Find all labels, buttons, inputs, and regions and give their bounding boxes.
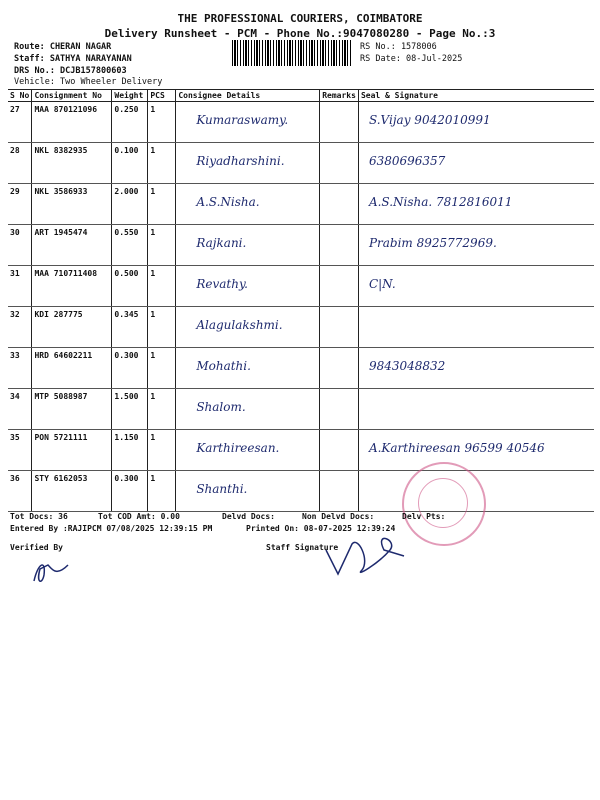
row-remarks — [320, 471, 359, 512]
row-remarks — [320, 266, 359, 307]
row-weight: 0.550 — [112, 225, 148, 266]
row-weight: 0.300 — [112, 471, 148, 512]
table-row — [8, 225, 594, 266]
row-sno: 27 — [8, 102, 32, 143]
row-pcs: 1 — [148, 143, 176, 184]
row-sno: 32 — [8, 307, 32, 348]
table-row — [8, 348, 594, 389]
row-seal-signature: 9843048832 — [358, 348, 594, 389]
row-sno: 35 — [8, 430, 32, 471]
row-sno: 33 — [8, 348, 32, 389]
table-row — [8, 143, 594, 184]
row-seal-signature — [358, 389, 594, 430]
vehicle: Vehicle: Two Wheeler Delivery — [14, 77, 163, 87]
row-seal-signature: 6380696357 — [358, 143, 594, 184]
col-consignment: Consignment No — [32, 90, 112, 102]
row-consignee: Kumaraswamy. — [176, 102, 320, 143]
table-row — [8, 471, 594, 512]
row-sno: 30 — [8, 225, 32, 266]
rs-number: RS No.: 1578006 — [360, 42, 437, 52]
row-pcs: 1 — [148, 307, 176, 348]
row-weight: 0.250 — [112, 102, 148, 143]
row-consignee: Alagulakshmi. — [176, 307, 320, 348]
row-sno: 31 — [8, 266, 32, 307]
table-row — [8, 102, 594, 143]
row-consignment-no: STY 6162053 — [32, 471, 112, 512]
delivery-points: Delv Pts: — [402, 512, 446, 521]
col-sno: S No — [8, 90, 32, 102]
rs-date: RS Date: 08-Jul-2025 — [360, 54, 463, 64]
row-seal-signature: Prabim 8925772969. — [358, 225, 594, 266]
row-weight: 2.000 — [112, 184, 148, 225]
row-pcs: 1 — [148, 389, 176, 430]
row-seal-signature: A.S.Nisha. 7812816011 — [358, 184, 594, 225]
row-consignment-no: PON 5721111 — [32, 430, 112, 471]
row-consignee: Karthireesan. — [176, 430, 320, 471]
runsheet-title: Delivery Runsheet - PCM - Phone No.:9047080280 - Page No.:3 — [104, 27, 496, 40]
row-remarks — [320, 307, 359, 348]
total-cod: Tot COD Amt: 0.00 — [98, 512, 180, 521]
col-consignee: Consignee Details — [176, 90, 320, 102]
seal-stamp — [402, 462, 486, 546]
row-pcs: 1 — [148, 225, 176, 266]
row-pcs: 1 — [148, 348, 176, 389]
row-consignee: Riyadharshini. — [176, 143, 320, 184]
row-consignment-no: KDI 287775 — [32, 307, 112, 348]
total-docs: Tot Docs: 36 — [10, 512, 68, 521]
table-row — [8, 266, 594, 307]
staff-signature-label: Staff Signature — [266, 543, 339, 552]
verifier-signature — [28, 555, 78, 589]
col-weight: Weight — [112, 90, 148, 102]
row-seal-signature: S.Vijay 9042010991 — [358, 102, 594, 143]
table-row — [8, 430, 594, 471]
row-consignment-no: NKL 3586933 — [32, 184, 112, 225]
row-pcs: 1 — [148, 102, 176, 143]
row-pcs: 1 — [148, 266, 176, 307]
table-row — [8, 389, 594, 430]
row-weight: 0.300 — [112, 348, 148, 389]
row-pcs: 1 — [148, 471, 176, 512]
non-delivered-docs: Non Delvd Docs: — [302, 512, 375, 521]
col-seal: Seal & Signature — [358, 90, 594, 102]
row-consignment-no: MTP 5088987 — [32, 389, 112, 430]
verified-by-label: Verified By — [10, 543, 63, 552]
table-row — [8, 184, 594, 225]
row-remarks — [320, 225, 359, 266]
staff-signature — [318, 520, 408, 580]
table-row — [8, 307, 594, 348]
row-remarks — [320, 430, 359, 471]
staff: Staff: SATHYA NARAYANAN — [14, 54, 132, 64]
row-consignment-no: ART 1945474 — [32, 225, 112, 266]
row-consignment-no: NKL 8382935 — [32, 143, 112, 184]
row-remarks — [320, 143, 359, 184]
row-consignee: Shalom. — [176, 389, 320, 430]
col-remarks: Remarks — [320, 90, 359, 102]
row-consignment-no: MAA 870121096 — [32, 102, 112, 143]
company-name: THE PROFESSIONAL COURIERS, COIMBATORE — [177, 12, 423, 25]
row-seal-signature: C|N. — [358, 266, 594, 307]
row-remarks — [320, 102, 359, 143]
row-remarks — [320, 348, 359, 389]
row-remarks — [320, 389, 359, 430]
row-remarks — [320, 184, 359, 225]
row-pcs: 1 — [148, 184, 176, 225]
table-header — [8, 90, 594, 102]
row-weight: 0.500 — [112, 266, 148, 307]
row-pcs: 1 — [148, 430, 176, 471]
route: Route: CHERAN NAGAR — [14, 42, 112, 52]
row-consignee: Revathy. — [176, 266, 320, 307]
runsheet-table — [8, 89, 594, 512]
delivered-docs: Delvd Docs: — [222, 512, 275, 521]
drs-number: DRS No.: DCJB157800603 — [14, 66, 127, 76]
row-seal-signature: A.Karthireesan 96599 40546 — [358, 430, 594, 471]
printed-on: Printed On: 08-07-2025 12:39:24 — [246, 524, 396, 533]
entered-by: Entered By :RAJIPCM 07/08/2025 12:39:15 PM — [10, 524, 213, 533]
row-consignment-no: HRD 64602211 — [32, 348, 112, 389]
row-consignee: A.S.Nisha. — [176, 184, 320, 225]
row-sno: 29 — [8, 184, 32, 225]
row-sno: 36 — [8, 471, 32, 512]
row-consignee: Rajkani. — [176, 225, 320, 266]
row-sno: 28 — [8, 143, 32, 184]
row-weight: 1.150 — [112, 430, 148, 471]
row-weight: 0.100 — [112, 143, 148, 184]
row-sno: 34 — [8, 389, 32, 430]
row-weight: 1.500 — [112, 389, 148, 430]
col-pcs: PCS — [148, 90, 176, 102]
barcode — [232, 40, 352, 66]
row-consignee: Shanthi. — [176, 471, 320, 512]
row-consignment-no: MAA 710711408 — [32, 266, 112, 307]
row-consignee: Mohathi. — [176, 348, 320, 389]
row-weight: 0.345 — [112, 307, 148, 348]
row-seal-signature — [358, 307, 594, 348]
